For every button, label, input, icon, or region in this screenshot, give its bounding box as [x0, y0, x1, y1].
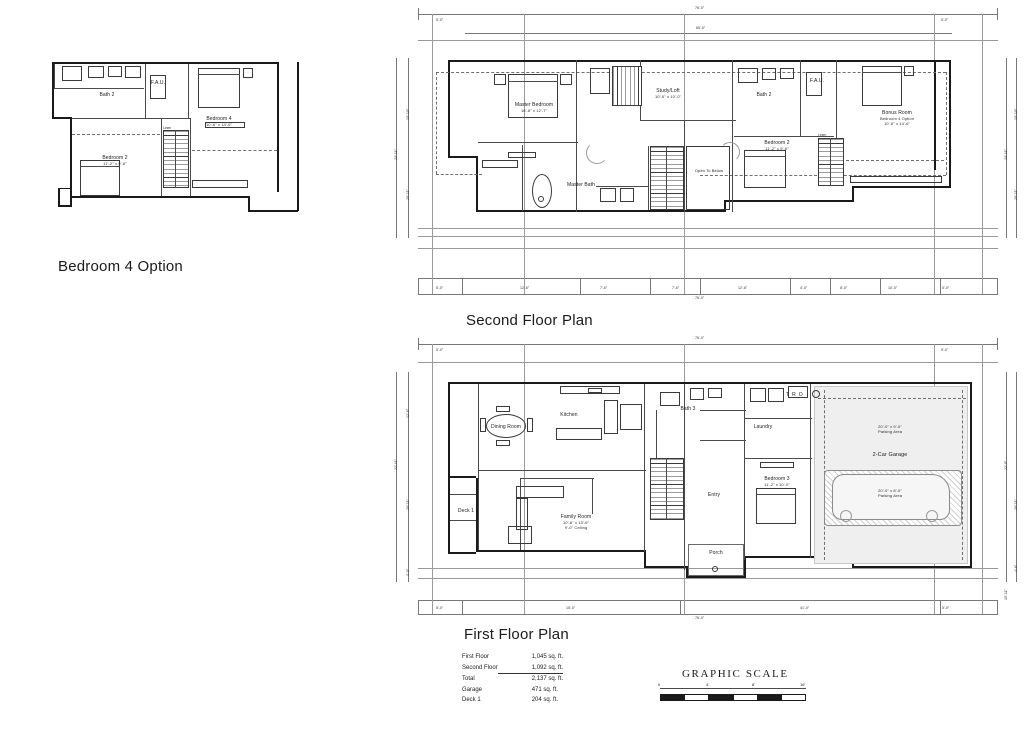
stair	[650, 146, 684, 210]
wall	[852, 186, 951, 188]
wall	[744, 458, 812, 459]
scale-tick-1: 4'	[706, 682, 709, 687]
wall	[448, 382, 450, 478]
marker-t-r-o: TRO	[786, 392, 806, 398]
dimension-overall-top: 76'-0"	[695, 336, 705, 340]
wall	[188, 64, 189, 119]
stair	[163, 130, 189, 188]
wall	[448, 60, 951, 62]
sofa	[516, 486, 564, 498]
stair-rail	[175, 130, 176, 188]
legend-label: Deck 1	[462, 697, 481, 703]
dimension-bottom-seg-1: 15'-0"	[566, 606, 576, 610]
wall	[476, 210, 726, 212]
closet	[760, 462, 794, 468]
dimension-line	[396, 372, 397, 582]
room-label-kitchen: Kitchen	[560, 412, 578, 418]
dimension-overall-bottom: 76'-0"	[695, 616, 705, 620]
wheel	[840, 510, 852, 522]
wall	[656, 410, 657, 458]
room-label-porch: Porch	[709, 550, 723, 556]
stair-rail	[666, 458, 667, 520]
dimension-line	[408, 58, 409, 238]
plan-title-second-floor: Second Floor Plan	[466, 312, 593, 329]
stair	[650, 458, 684, 520]
room-label-bedroom-3: Bedroom 3 11'-2" x 10'-0"	[764, 476, 790, 487]
room-label-open-to-below: Open To Below	[694, 168, 724, 173]
room-label-master-bedroom: Master Bedroom 16'-8" x 12'-7"	[514, 102, 554, 113]
room-label-bonus-room: Bonus Room Bedroom 4 Option 10'-6" x 14'-6"	[879, 110, 915, 126]
fixture	[62, 66, 82, 81]
wall	[448, 476, 450, 554]
dimension-bottom-seg-8: 5'-0"	[942, 286, 950, 290]
dimension-bottom-seg-7: 10'-0"	[888, 286, 898, 290]
plan-title-first-floor: First Floor Plan	[464, 626, 569, 643]
room-label-study-loft: Study/Loft 10'-0" x 10'-0"	[654, 88, 682, 99]
wall	[54, 88, 144, 89]
wall	[732, 60, 733, 212]
wall	[70, 117, 72, 207]
dimension-bottom-seg-4: 12'-6"	[738, 286, 748, 290]
wall	[448, 552, 476, 554]
bed-pillow	[744, 156, 786, 157]
nightstand	[560, 74, 572, 85]
room-label-fau: F.A.U.	[150, 80, 166, 86]
dimension-right-3: 4'-6"	[1014, 564, 1018, 572]
bed-pillow	[508, 81, 558, 82]
dimension-left-margin: 5'-0"	[436, 18, 444, 22]
dimension-line	[465, 33, 952, 34]
wall	[576, 60, 577, 142]
dimension-line	[418, 600, 998, 601]
dimension-bottom-seg-2: 41'-0"	[800, 606, 810, 610]
dimension-line	[1006, 372, 1007, 582]
sink	[588, 388, 602, 393]
wall	[448, 156, 478, 158]
cabinet	[192, 180, 248, 188]
wall	[54, 64, 55, 88]
wall	[70, 196, 250, 198]
wall	[145, 64, 146, 118]
legend-label: First Floor	[462, 654, 489, 660]
room-label-bedroom-4: Bedroom 4 10'-6" x 14'-6"	[205, 116, 233, 127]
wall	[476, 550, 646, 552]
legend-label: Garage	[462, 686, 483, 693]
room-label-deck-1: Deck 1	[457, 508, 475, 514]
nightstand	[243, 68, 253, 78]
dimension-bottom-seg-0: 5'-0"	[436, 606, 444, 610]
legend-value: 1,092 sq. ft.	[498, 663, 563, 674]
legend-value: 204 sq. ft.	[531, 697, 559, 703]
fixture	[125, 66, 141, 78]
legend-row	[462, 663, 563, 674]
dimension-line	[408, 372, 409, 582]
scale-tick-3: 16'	[800, 682, 806, 687]
dimension-line	[1006, 58, 1007, 238]
wall	[684, 120, 685, 212]
dashed-line	[192, 150, 277, 151]
dashed-line	[72, 134, 160, 135]
island	[556, 428, 602, 440]
fau-unit	[806, 72, 822, 96]
dimension-right-2: 20'-11"	[1014, 499, 1018, 510]
wall	[248, 196, 250, 211]
cabinet	[850, 176, 942, 183]
closet	[590, 68, 610, 94]
pantry	[620, 404, 642, 430]
stair	[612, 66, 642, 106]
wall	[52, 62, 279, 64]
legend-value: 471 sq. ft.	[531, 686, 559, 693]
dimension-right-1: 22'-0"	[1004, 460, 1008, 470]
fixture	[108, 66, 122, 77]
wall	[448, 60, 450, 158]
room-label-parking-area-2: 20'-0" x 8'-0" Parking Area	[877, 488, 903, 498]
dashed-overhang	[436, 174, 482, 175]
dimension-tick	[418, 8, 419, 20]
dimension-bottom-seg-3: 7'-6"	[672, 286, 680, 290]
room-label-parking-area-1: 20'-0" x 9'-0" Parking Area	[877, 424, 903, 434]
room-label-laundry: Laundry	[753, 424, 773, 430]
room-label-family-room: Family Room 10'-6" x 13'-6" 9'-0" Ceiling	[560, 514, 592, 530]
area-legend	[462, 652, 563, 706]
dimension-left-4: 4'-0"	[406, 568, 410, 576]
room-label-linen: Linen	[818, 133, 827, 137]
stair-rail	[666, 146, 667, 210]
wall	[58, 188, 71, 189]
dimension-left-3: 10'-10"	[406, 108, 410, 120]
porch-column	[712, 566, 718, 572]
dimension-left-1: 22'-11"	[394, 459, 398, 470]
scale-tick-2: 8'	[752, 682, 755, 687]
room-label-bath-2: Bath 2	[756, 92, 772, 98]
dashed-line	[846, 160, 944, 161]
bed-pillow	[756, 494, 796, 495]
plan-title-bedroom-4-option: Bedroom 4 Option	[58, 258, 183, 275]
dimension-line	[418, 14, 998, 15]
dimension-left-2: 20'-11"	[406, 499, 410, 510]
fau-unit	[150, 75, 166, 99]
room-label-bedroom-2: Bedroom 2 11'-2" x 9'-6"	[102, 155, 128, 166]
dimension-bottom-seg-3: 5'-0"	[942, 606, 950, 610]
fixture	[620, 188, 634, 202]
wall	[161, 118, 162, 196]
wall	[448, 382, 972, 384]
dimension-bottom-seg-0: 5'-0"	[436, 286, 444, 290]
bed-pillow	[862, 72, 902, 73]
wall	[190, 118, 191, 196]
refrigerator	[604, 400, 618, 434]
wall	[277, 62, 279, 192]
stair	[818, 138, 844, 186]
room-label-bath-3: Bath 3	[680, 406, 696, 412]
bed-pillow	[80, 166, 120, 167]
wall	[52, 117, 72, 119]
wall	[700, 440, 746, 441]
legend-row	[462, 652, 563, 663]
nightstand	[494, 74, 506, 85]
wall	[448, 476, 476, 478]
bathtub	[532, 174, 552, 208]
room-label-linen: Linen	[163, 126, 172, 130]
legend-row	[462, 685, 563, 696]
wall	[644, 566, 688, 568]
washer	[750, 388, 766, 402]
dimension-left-margin: 5'-0"	[436, 348, 444, 352]
closet	[508, 152, 536, 158]
wall	[58, 205, 72, 207]
bed-pillow	[198, 74, 240, 75]
dimension-right-2: 20'-11"	[1014, 189, 1018, 200]
dashed-overhang	[436, 72, 437, 174]
wall	[476, 156, 478, 212]
fixture	[780, 68, 794, 79]
dimension-left-1: 23'-11"	[394, 149, 398, 160]
graphic-scale-title: GRAPHIC SCALE	[682, 668, 789, 680]
dimension-bottom-seg-5: 4'-0"	[800, 286, 808, 290]
fixture	[690, 388, 704, 400]
dimension-bottom-seg-2: 7'-6"	[600, 286, 608, 290]
vanity	[482, 160, 518, 168]
dimension-line	[396, 58, 397, 238]
dimension-line	[1016, 58, 1017, 238]
legend-value: 2,137 sq. ft.	[531, 676, 564, 682]
wheel	[926, 510, 938, 522]
wall	[58, 188, 60, 206]
wall	[724, 200, 854, 202]
dimension-line	[1016, 372, 1017, 582]
wall	[297, 62, 299, 211]
room-label-master-bath: Master Bath	[566, 182, 596, 188]
fixture	[538, 196, 544, 202]
dimension-left-2: 20'-11"	[406, 189, 410, 200]
wall	[970, 382, 972, 568]
dimension-inner-top: 65'-0"	[696, 26, 706, 30]
wall	[810, 384, 811, 558]
wall	[576, 142, 577, 212]
legend-row	[462, 674, 563, 685]
dimension-right-margin: 5'-0"	[941, 18, 949, 22]
dryer	[768, 388, 784, 402]
room-label-entry: Entry	[707, 492, 721, 498]
wall	[248, 210, 298, 212]
stair-rail	[830, 138, 831, 186]
marker-circle	[812, 390, 820, 398]
room-label-dining-room: Dining Room	[490, 424, 521, 430]
wall	[478, 142, 578, 143]
fixture	[708, 388, 722, 398]
fixture	[738, 68, 758, 83]
room-label-fau: F.A.U.	[809, 78, 825, 84]
chair	[496, 406, 510, 412]
dimension-right-3: 10'-10"	[1014, 108, 1018, 120]
legend-value: 1,045 sq. ft.	[531, 654, 564, 660]
wall	[640, 120, 736, 121]
wall	[852, 186, 854, 202]
wall	[852, 566, 972, 568]
dimension-right-1: 23'-11"	[1004, 149, 1008, 160]
wall	[72, 118, 191, 119]
dimension-line	[418, 278, 998, 279]
room-label-2-car-garage: 2-Car Garage	[872, 452, 908, 458]
wall	[478, 470, 646, 471]
dimension-overall-bottom: 76'-0"	[695, 296, 705, 300]
scale-tick-0: 0	[658, 682, 661, 687]
dimension-line	[418, 614, 998, 615]
dimension-bottom-seg-6: 8'-0"	[840, 286, 848, 290]
dimension-right-margin: 5'-0"	[941, 348, 949, 352]
dimension-line	[418, 344, 998, 345]
wall	[648, 146, 649, 210]
chair	[496, 440, 510, 446]
fixture	[762, 68, 776, 80]
dimension-line	[418, 294, 998, 295]
dimension-bottom-seg-1: 12'-6"	[520, 286, 530, 290]
scale-bar	[660, 694, 806, 701]
scale-rule	[660, 688, 806, 689]
legend-row	[462, 695, 563, 706]
legend-label: Total	[462, 675, 475, 682]
wall	[644, 456, 645, 552]
fixture	[660, 392, 680, 406]
wall	[800, 60, 801, 136]
wall	[520, 478, 594, 479]
room-label-bath-2: Bath 2	[99, 92, 115, 98]
dimension-overall-top: 76'-0"	[695, 6, 705, 10]
wall	[686, 576, 746, 578]
fixture	[600, 188, 616, 202]
dimension-left-3: 12'-6"	[406, 408, 410, 418]
chair	[508, 526, 532, 544]
room-label-bedroom-2: Bedroom 2 11'-2" x 9'-6"	[764, 140, 790, 151]
dimension-right-4: 10'-11"	[1004, 589, 1008, 600]
wall	[744, 418, 812, 419]
dimension-tick	[997, 8, 998, 20]
wall	[592, 478, 593, 514]
fixture	[88, 66, 104, 78]
nightstand	[904, 66, 914, 76]
wall	[478, 384, 479, 550]
legend-label: Second Floor	[462, 664, 498, 671]
